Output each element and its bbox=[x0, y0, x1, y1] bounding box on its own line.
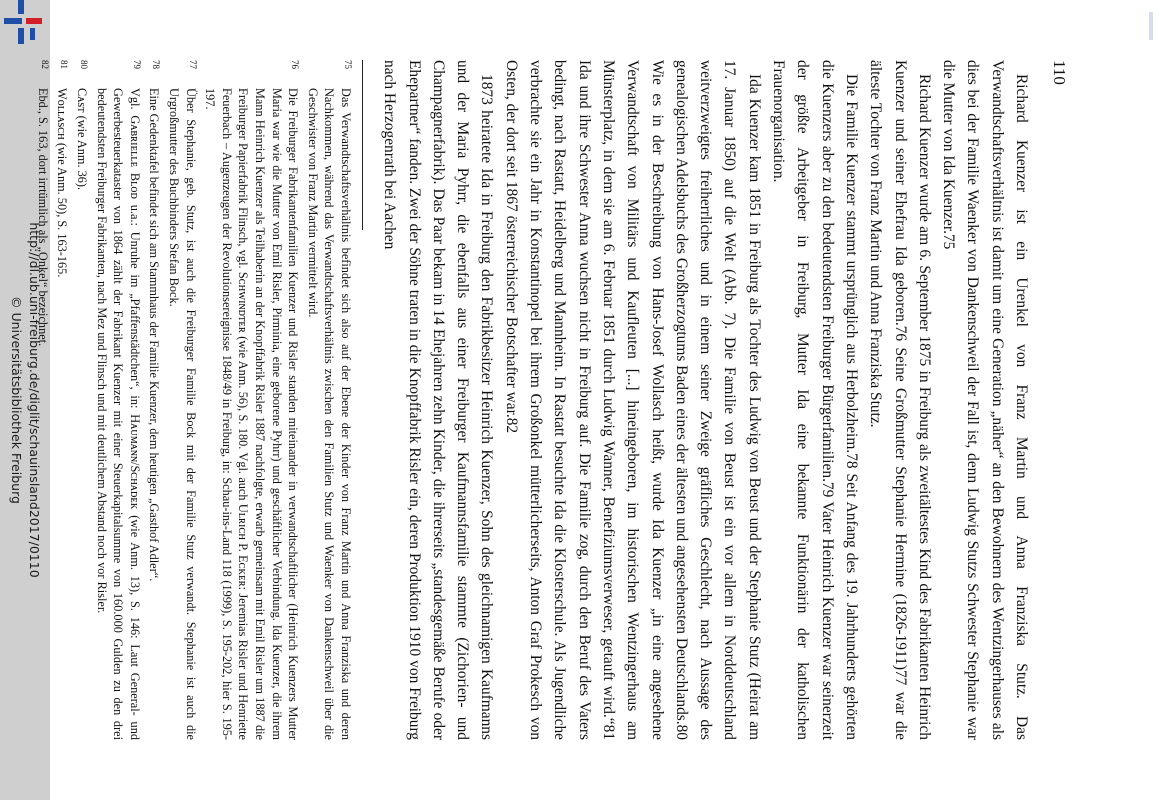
footnote-number: 81 bbox=[59, 60, 70, 69]
footnote-text: Das Verwandtschaftsverhältnis befindet sich also auf der Ebene der Kinder von Franz Martin und Anna Franziska und deren Nachkommen, während das Verwandtschaftsverhältnis zwischen den Familien Stutz und Waenker von Dankenschweil über die Geschwister von Franz Martin vermittelt wird. bbox=[305, 88, 353, 740]
footnote bbox=[73, 60, 90, 740]
footnote-number: 80 bbox=[79, 60, 90, 69]
page-number: 110 bbox=[1050, 60, 1069, 85]
footnote bbox=[54, 60, 71, 740]
footnote-text: Wᴏʟʟᴀsᴄʜ (wie Anm. 50), S. 163-165. bbox=[55, 88, 70, 278]
main-text bbox=[377, 60, 1033, 740]
body-paragraph: Richard Kuenzer wurde am 6. September 1875 in Freiburg als zweitältestes Kind des Fabrikanten Heinrich Kuenzer und seiner Ehefrau Ida geboren.76 Seine Großmutter Stephanie Hermine (1826-1911)77 war die älteste Tochter von Franz Martin und Anna Franziska Stutz. bbox=[867, 60, 933, 740]
footnote-divider bbox=[362, 60, 363, 230]
footnote-number: 77 bbox=[187, 60, 198, 69]
footnotes bbox=[34, 60, 354, 740]
footnote-number: 82 bbox=[39, 60, 50, 69]
footnote bbox=[93, 60, 143, 740]
body-paragraph: 1873 heiratete Ida in Freiburg den Fabrikbesitzer Heinrich Kuenzer, Sohn des gleichnamigen Kaufmanns und der Maria Pyhrr, die ebenfalls aus einer Freiburger Kaufmannsfamilie stammte (Zichorien- und Champagnerfabrik). Das Paar bekam in 14 Ehejahren zehn Kinder, die ihrerseits „standesgemäße Berufe oder Ehepartner“ fanden. Zwei der Söhne traten in die Knopffabrik Risler ein, deren Produktion 1910 von Freiburg nach Herzogenrath bei Aachen bbox=[381, 60, 496, 740]
page-scan bbox=[35, 0, 1155, 800]
watermark-url: http://dl.ub.uni-freiburg.de/diglit/schauinsland2017/0110 bbox=[27, 222, 42, 578]
footnote-text: Die Freiburger Fabrikantenfamilien Kuenzer und Risler standen miteinander in verwandtschaftlicher (Heinrich Kuenzers Mutter Maria war wie die Mutter von Emil Risler, Pirminia, eine geborene Pyhrr) und geschäftlicher Verbindung. Ida Kuenzer, die ihrem Mann Heinrich Kuenzer als Teilhaberin an der Knopffabrik Risler 1887 nachfolgte, erwarb gemeinsam mit Emil Risler um 1887 die Freiburger Papierfabrik Flinsch, vgl. Sᴄʜᴡɪɴᴅᴛᴇʀ (wie Anm. 56), S. 180. Vgl. auch Uʟʀɪᴄʜ P. Eᴄᴋᴇʀ: Jeremias Risler und Henriette Feuerbach – Augenzeugen der Revolutionsereignisse 1848/49 in Freiburg, in: Schau-ins-Land 118 (1999), S. 195-202, hier S. 195-197. bbox=[203, 88, 301, 740]
body-paragraph: Richard Kuenzer ist ein Urenkel von Franz Martin und Anna Franziska Stutz. Das Verwandtschaftsverhältnis ist damit um eine Generation „näher“ an den Bewohnern des Wentzingerhauses als dies bei der Familie Waenker von Dankenschweil der Fall ist, denn Ludwig Stutzs Schwester Stephanie war die Mutter von Ida Kuenzer.75 bbox=[940, 60, 1030, 740]
body-paragraph: Ida Kuenzer kam 1851 in Freiburg als Tochter des Ludwig von Beust und der Stephanie Stutz (Heirat am 17. Januar 1850) auf die Welt (Abb. 7). Die Familie von Beust ist ein vor allem in Norddeutschland weitverzweigtes freiherrliches und in einem seiner Zweige gräfliches Geschlecht, nach Aussage des genealogischen Adelsbuchs des Großherzogtums Baden eines der ältesten und angesehensten Deutschlands.80 Wie es in der Beschreibung von Hans-Josef Wollasch heißt, wurde Ida Kuenzer „in eine angesehene Verwandtschaft von Militärs und Kaufleuten [...] hineingeboren, im historischen Wentzingerhaus am Münsterplatz, in dem sie am 6. Februar 1851 durch Ludwig Wanner, Benefiziumsverweser, getauft wird.“81 Ida und ihre Schwester Anna wuchsen nicht in Freiburg auf. Die Familie zog, durch den Beruf des Vaters bedingt, nach Rastatt, Heidelberg und Mannheim. In Rastatt besuchte Ida die Klosterschule. Als Jugendliche verbrachte sie ein Jahr in Konstantinopel bei ihrem Großonkel mütterlicherseits, Anton Graf Prokesch von Osten, der dort seit 1867 österreichischer Botschafter war.82 bbox=[502, 60, 763, 740]
book-page bbox=[35, 20, 1095, 780]
footnote bbox=[34, 60, 51, 740]
footnote-text: Über Stephanie, geb. Stutz, ist auch die Freiburger Familie Bock mit der Familie Stutz verwandt. Stephanie ist auch die Urgroßmutter des Buchbinders Stefan Bock. bbox=[167, 88, 198, 740]
footnote-number: 78 bbox=[151, 60, 162, 69]
watermark-copyright: © Universitätsbibliothek Freiburg bbox=[9, 296, 24, 504]
footnote-number: 75 bbox=[342, 60, 353, 69]
footnote-text: Ebd., S. 163, dort irrtümlich als „Onkel“ bezeichnet. bbox=[35, 88, 50, 347]
footnote bbox=[165, 60, 198, 740]
footnote-number: 76 bbox=[290, 60, 301, 69]
page-edge-marker bbox=[1149, 12, 1153, 40]
footnote bbox=[202, 60, 302, 740]
footnote-number: 79 bbox=[131, 60, 142, 69]
footnote-text: Cᴀsᴛ (wie Anm. 36). bbox=[75, 88, 90, 191]
footnote-text: Eine Gedenktafel befindet sich am Stammhaus der Familie Kuenzer, dem heutigen „Gasthof Adler“. bbox=[147, 88, 162, 582]
body-paragraph: Die Familie Kuenzer stammt ursprünglich aus Herbolzheim.78 Seit Anfang des 19. Jahrhunderts gehörten die Kuenzers aber zu den bedeutendsten Freiburger Bürgerfamilien.79 Vater Heinrich Kuenzer war seinerzeit der größte Arbeitgeber in Freiburg, Mutter Ida eine bekannte Funktionärin der katholischen Frauenorganisation. bbox=[770, 60, 860, 740]
footnote bbox=[146, 60, 163, 740]
footnote-text: Vgl. Gᴀʙʀɪᴇʟʟᴇ Bʟᴏᴅ u.a.: Unruhe im „Pfaffenstädtchen“, in: Hᴀᴜᴍᴀɴɴ/Sᴄʜᴀᴅᴇᴋ (wie Anm. 13), S. 146: Laut General- und Gewerbesteuerkataster von 1864 zählt der Fabrikant Kuenzer mit einer Steuerkapitalsumme von 160.000 Gulden zu den drei bedeutendsten Freiburger Fabrikanten, nach Mez und Flinsch und mit deutlichem Abstand noch vor Risler. bbox=[94, 88, 142, 740]
footnote bbox=[304, 60, 354, 740]
